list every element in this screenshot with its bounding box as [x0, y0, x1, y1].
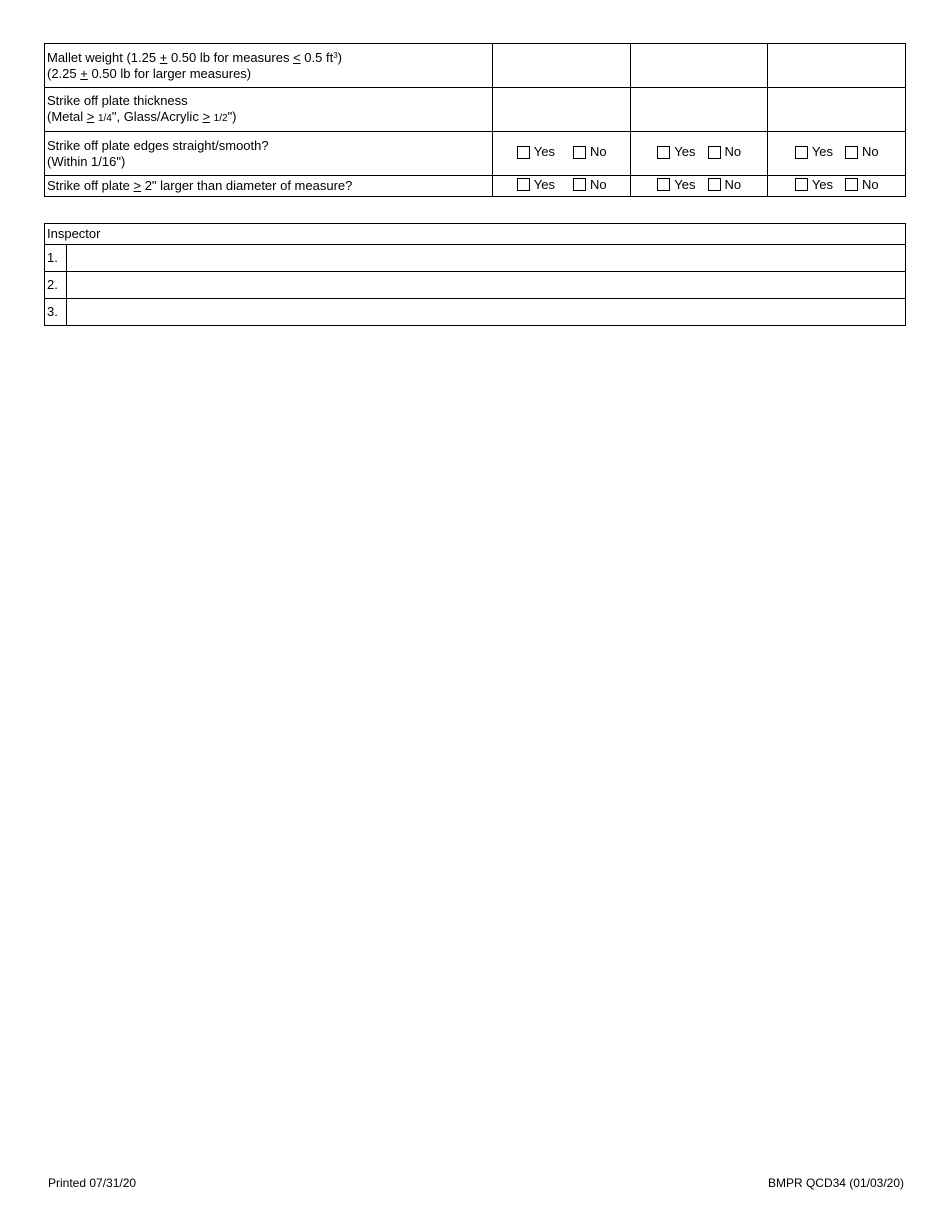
yes-checkbox[interactable] — [517, 146, 530, 159]
equipment-check-table — [44, 43, 906, 197]
measure-2-entry-cell[interactable] — [630, 44, 768, 88]
table-row — [45, 176, 906, 197]
form-code: BMPR QCD34 (01/03/20) — [767, 1176, 904, 1190]
measure-1-yes-no-cell — [493, 176, 631, 197]
measure-2-yes-no-cell — [630, 132, 768, 176]
plate-edges-label: Strike off plate edges straight/smooth? (Within 1/16") — [45, 132, 493, 176]
no-checkbox[interactable] — [845, 178, 858, 191]
yes-checkbox[interactable] — [795, 178, 808, 191]
inspector-header: Inspector — [45, 224, 906, 245]
table-row — [45, 44, 906, 88]
measure-1-entry-cell[interactable] — [493, 88, 631, 132]
measure-3-entry-cell[interactable] — [768, 44, 906, 88]
inspector-table — [44, 223, 906, 326]
no-checkbox[interactable] — [708, 146, 721, 159]
measure-3-yes-no-cell — [768, 176, 906, 197]
no-checkbox[interactable] — [573, 146, 586, 159]
yes-label: Yes — [674, 176, 696, 192]
table-row — [45, 132, 906, 176]
no-checkbox[interactable] — [845, 146, 858, 159]
plate-thickness-label: Strike off plate thickness (Metal > 1/4", Glass/Acrylic > 1/2") — [45, 88, 493, 132]
measure-2-yes-no-cell — [630, 176, 768, 197]
no-label: No — [589, 144, 607, 160]
yes-checkbox[interactable] — [795, 146, 808, 159]
inspector-name-field[interactable] — [67, 245, 906, 272]
no-label: No — [724, 144, 742, 160]
yes-label: Yes — [533, 176, 555, 192]
inspector-name-field[interactable] — [67, 299, 906, 326]
yes-label: Yes — [533, 144, 555, 160]
table-row — [45, 299, 906, 326]
yes-checkbox[interactable] — [657, 178, 670, 191]
row-number: 2. — [45, 272, 67, 299]
no-checkbox[interactable] — [573, 178, 586, 191]
mallet-weight-label: Mallet weight (1.25 + 0.50 lb for measures < 0.5 $ft^3$) (2.25 + 0.50 lb for larger measures) — [45, 44, 493, 88]
table-row — [45, 88, 906, 132]
yes-checkbox[interactable] — [657, 146, 670, 159]
no-label: No — [862, 144, 879, 160]
yes-label: Yes — [811, 176, 834, 192]
row-number: 1. — [45, 245, 67, 272]
yes-label: Yes — [811, 144, 834, 160]
measure-1-yes-no-cell — [493, 132, 631, 176]
printed-date: Printed 07/31/20 — [48, 1176, 137, 1190]
no-label: No — [724, 176, 742, 192]
measure-2-entry-cell[interactable] — [630, 88, 768, 132]
no-checkbox[interactable] — [708, 178, 721, 191]
measure-3-entry-cell[interactable] — [768, 88, 906, 132]
table-row — [45, 224, 906, 245]
plate-size-label: Strike off plate > 2" larger than diameter of measure? — [45, 176, 493, 197]
table-row — [45, 245, 906, 272]
inspector-name-field[interactable] — [67, 272, 906, 299]
no-label: No — [589, 176, 607, 192]
measure-3-yes-no-cell — [768, 132, 906, 176]
measure-1-entry-cell[interactable] — [493, 44, 631, 88]
row-number: 3. — [45, 299, 67, 326]
no-label: No — [862, 176, 879, 192]
yes-checkbox[interactable] — [517, 178, 530, 191]
yes-label: Yes — [674, 144, 696, 160]
table-row — [45, 272, 906, 299]
